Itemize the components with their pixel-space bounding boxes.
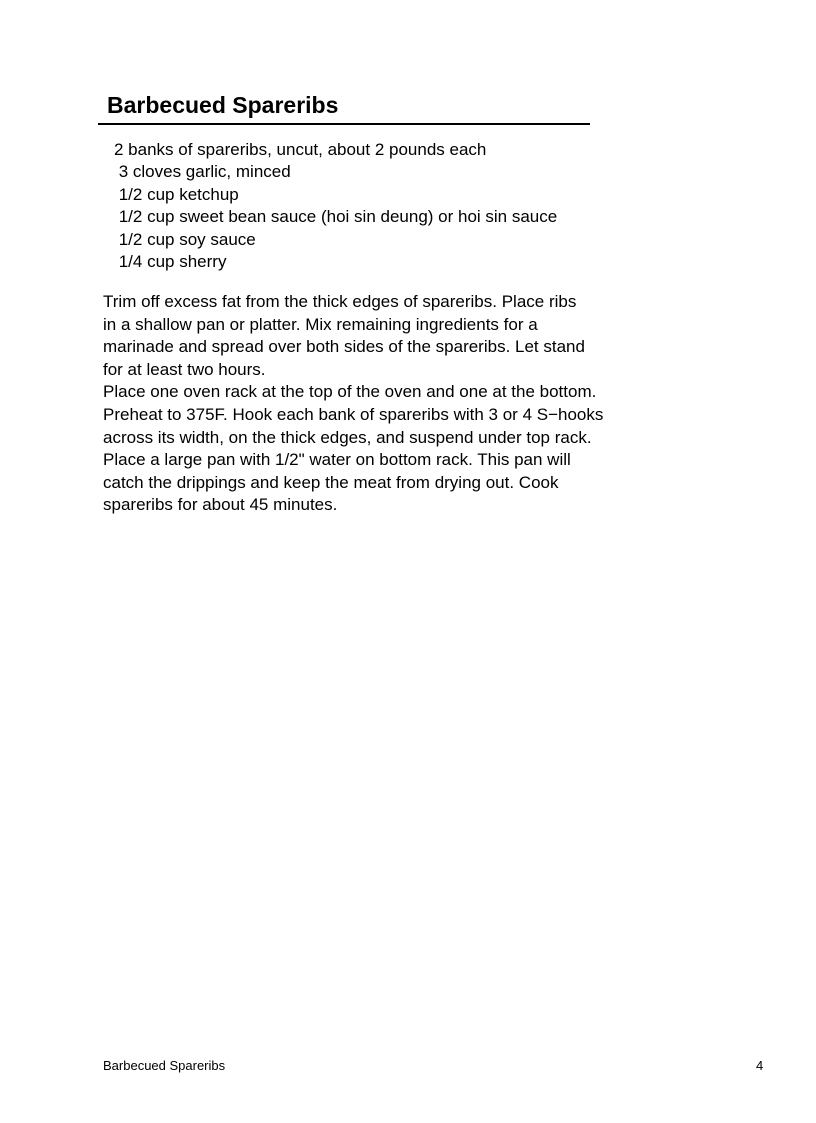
footer-title: Barbecued Spareribs — [103, 1058, 226, 1073]
ingredient-item: 2 banks of spareribs, uncut, about 2 pounds each — [114, 140, 487, 159]
ingredient-item: 1/4 cup sherry — [114, 252, 227, 272]
instruction-paragraph: Trim off excess fat from the thick edges of spareribs. Place ribs in a shallow pan or platter. Mix remaining ingredients for a marinade and spread over both sides of the spareribs. Let stand for at least two hours. — [103, 292, 585, 379]
ingredient-item: 1/2 cup ketchup — [114, 184, 239, 204]
ingredients-list — [114, 139, 557, 273]
instructions — [103, 291, 663, 517]
instruction-paragraph: Place one oven rack at the top of the oven and one at the bottom. Preheat to 375F. Hook each bank of spareribs with 3 or 4 S−hooks across its width, on the thick edges, and suspend under top rack. Place a large pan with 1/2" water on bottom rack. This pan will catch the drippings and keep the meat from drying out. Cook spareribs for about 45 minutes. — [103, 382, 604, 515]
ingredient-item: 3 cloves garlic, minced — [114, 162, 291, 182]
ingredient-item: 1/2 cup sweet bean sauce (hoi sin deung) or hoi sin sauce — [114, 207, 558, 227]
ingredient-item: 1/2 cup soy sauce — [114, 229, 256, 249]
title-underline — [98, 123, 590, 125]
page-number: 4 — [756, 1058, 764, 1073]
recipe-title: Barbecued Spareribs — [107, 92, 339, 118]
